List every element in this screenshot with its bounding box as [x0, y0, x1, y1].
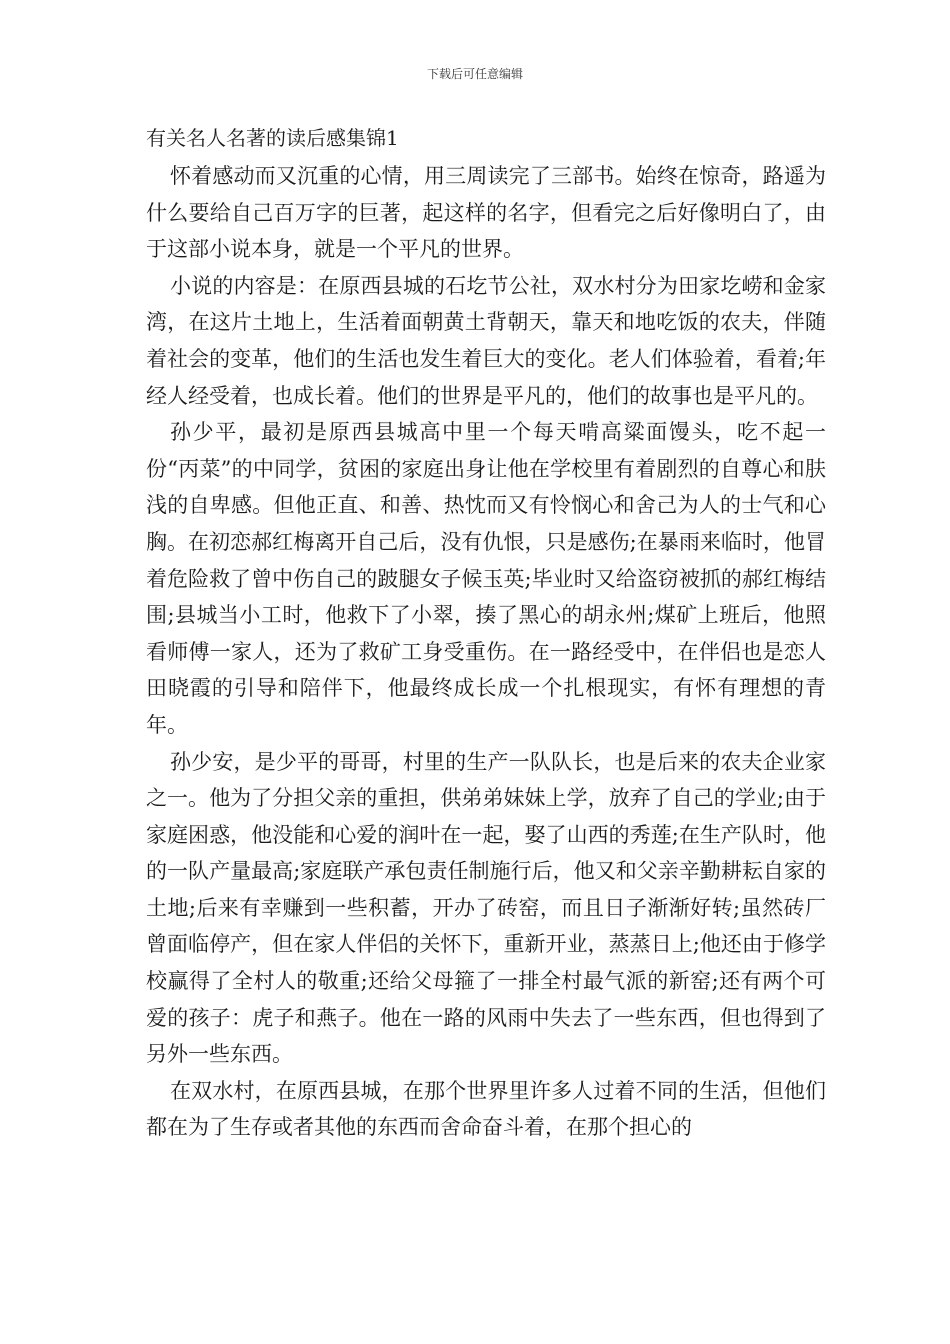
paragraph: 怀着感动而又沉重的心情，用三周读完了三部书。始终在惊奇，路遥为什么要给自己百万字的巨著，起这样的名字，但看完之后好像明白了，由于这部小说本身，就是一个平凡的世界。 [146, 164, 826, 262]
header-note: 下载后可任意编辑 [426, 67, 523, 81]
document-title: 有关名人名著的读后感集锦1 [146, 126, 399, 150]
paragraph: 孙少平，最初是原西县城高中里一个每天啃高粱面馒头，吃不起一份“丙菜”的中同学，贫困的家庭出身让他在学校里有着剧烈的自尊心和肤浅的自卑感。但他正直、和善、热忱而又有怜悯心和舍己为人的士气和心胸。在初恋郝红梅离开自己后，没有仇恨，只是感伤;在暴雨来临时，他冒着危险救了曾中伤自己的跛腿女子候玉英;毕业时又给盗窃被抓的郝红梅结围;县城当小工时，他救下了小翠，揍了黑心的胡永州;煤矿上班后，他照看师傅一家人，还为了救矿工身受重伤。在一路经受中，在伴侣也是恋人田晓霞的引导和陪伴下，他最终成长成一个扎根现实，有怀有理想的青年。 [146, 420, 826, 737]
paragraph: 小说的内容是：在原西县城的石圪节公社，双水村分为田家圪崂和金家湾，在这片土地上，生活着面朝黄土背朝天，靠天和地吃饭的农夫，伴随着社会的变革，他们的生活也发生着巨大的变化。老人们体验着，看着;年经人经受着，也成长着。他们的世界是平凡的，他们的故事也是平凡的。 [146, 273, 826, 408]
document-body [146, 158, 826, 1146]
paragraph: 在双水村，在原西县城，在那个世界里许多人过着不同的生活，但他们都在为了生存或者其他的东西而舍命奋斗着，在那个担心的 [146, 1078, 826, 1140]
paragraph: 孙少安，是少平的哥哥，村里的生产一队队长，也是后来的农夫企业家之一。他为了分担父亲的重担，供弟弟妹妹上学，放弃了自己的学业;由于家庭困惑，他没能和心爱的润叶在一起，娶了山西的秀莲;在生产队时，他的一队产量最高;家庭联产承包责任制施行后，他又和父亲辛勤耕耘自家的土地;后来有幸赚到一些积蓄，开办了砖窑，而且日子渐渐好转;虽然砖厂曾面临停产，但在家人伴侣的关怀下，重新开业，蒸蒸日上;他还由于修学校赢得了全村人的敬重;还给父母箍了一排全村最气派的新窑;还有两个可爱的孩子：虎子和燕子。他在一路的风雨中失去了一些东西，但也得到了另外一些东西。 [146, 749, 826, 1067]
